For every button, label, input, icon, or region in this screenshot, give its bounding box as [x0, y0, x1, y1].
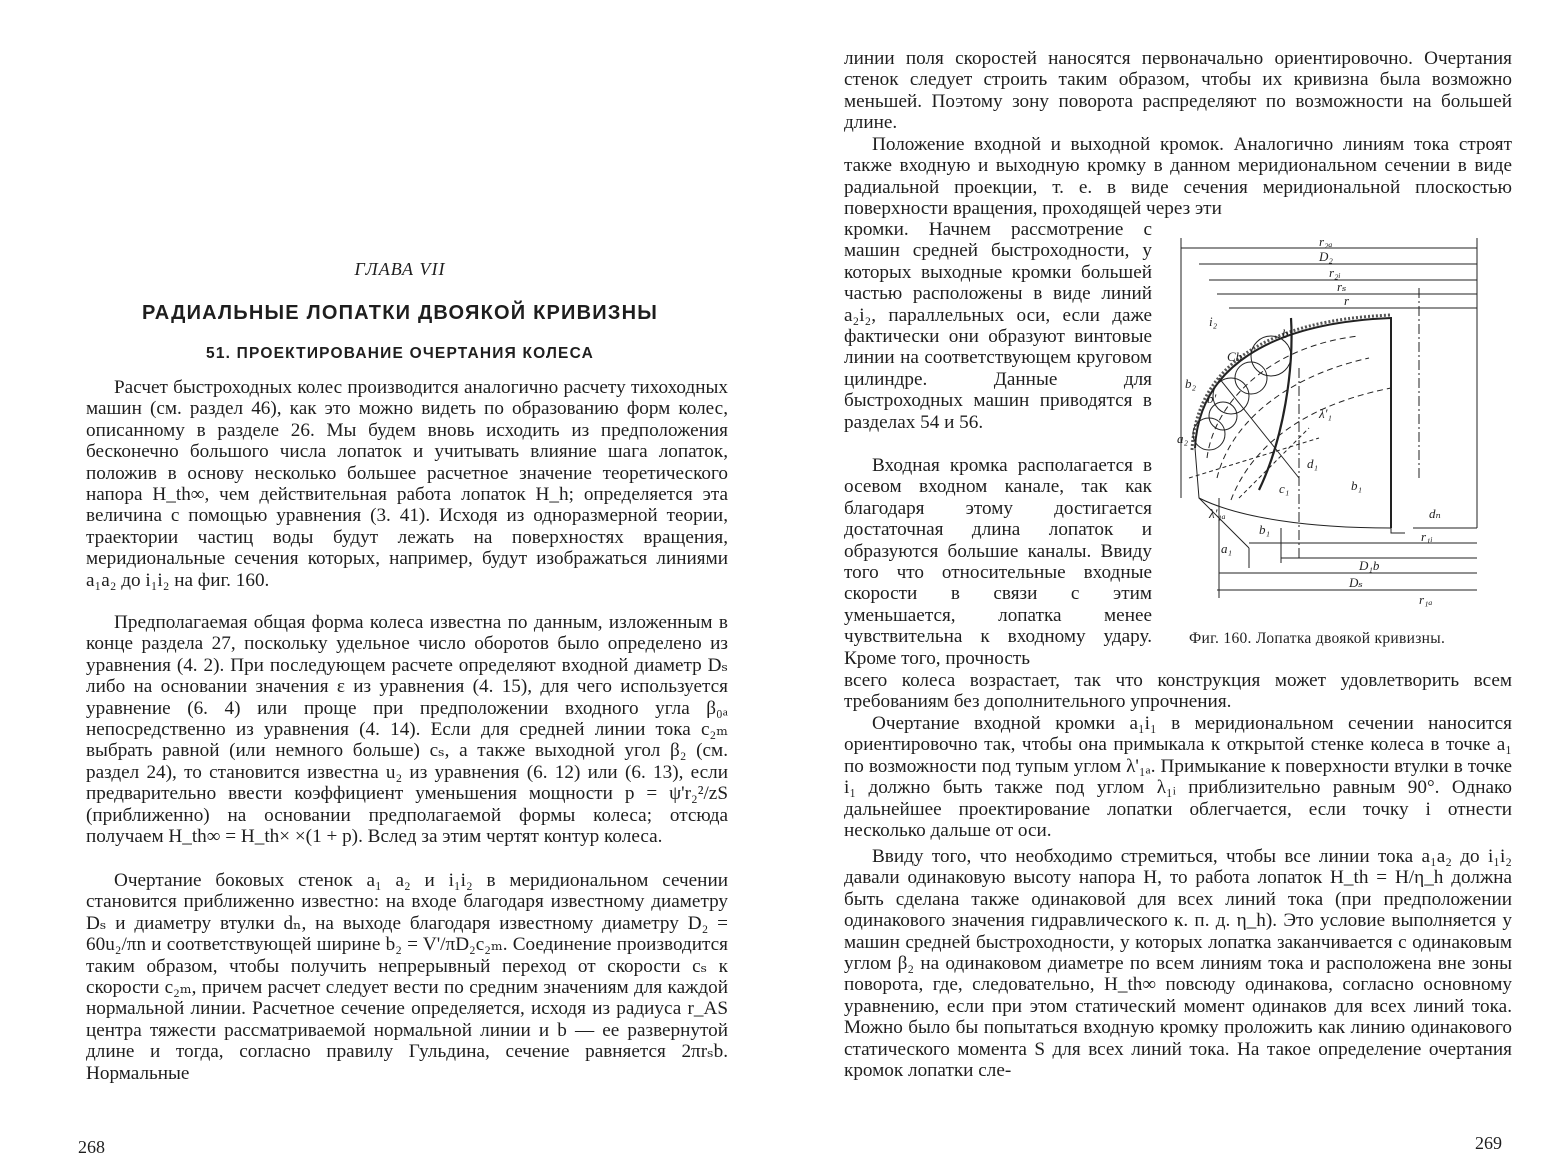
label-Ds: Dₛ — [1349, 575, 1363, 590]
left-paragraph-3: Очертание боковых стенок a₁ a₂ и i₁i₂ в меридиональном сечении становится приближенно известно: на входе благодаря известному диаметру Dₛ и диаметру втулки dₙ, на выходе благодаря известному диаметру D₂ = 60u₂/πn и соответствующей ширине b₂ = V'/πD₂c₂ₘ. Соединение производится таким образом, чтобы получить непрерывный переход от скорости cₛ к скорости c₂ₘ, причем расчет следует вести по средним значениям для каждой нормальной линии. Расчетное сечение определяется, исходя из радиуса r_AS центра тяжести рассматриваемой нормальной линии и b — ее развернутой длине и тогда, согласно правилу Гульдина, сечение равняется 2πrₛb. Нормальные — [86, 870, 728, 1084]
label-d1: d₁ — [1307, 456, 1319, 471]
label-a2: a₂ — [1177, 431, 1189, 446]
right-paragraph-1: линии поля скоростей наносятся первоначально ориентировочно. Очертания стенок следует строить таким образом, чтобы их кривизна была возможно меньшей. Поэтому зону поворота распределяют по возможности на большей длине. — [844, 48, 1512, 134]
label-i2: i₂ — [1209, 314, 1218, 329]
right-paragraph-3: всего колеса возрастает, так что конструкция может удовлетворить всем требованиям без дополнительного упрочнения. — [844, 670, 1512, 713]
section-heading: 51. ПРОЕКТИРОВАНИЕ ОЧЕРТАНИЯ КОЛЕСА — [206, 345, 594, 362]
chapter-label: ГЛАВА VII — [354, 259, 446, 279]
label-r1i: r₁ᵢ — [1421, 529, 1433, 544]
figure-caption: Фиг. 160. Лопатка двоякой кривизны. — [1189, 630, 1446, 647]
label-b-prime: b' — [1207, 391, 1217, 406]
label-rs: rₛ — [1337, 279, 1347, 294]
left-page — [0, 0, 781, 1170]
label-c1: c₁ — [1279, 481, 1290, 496]
label-lambda1a: λ'₁ₐ — [1209, 506, 1226, 521]
label-lambda1: λ'₁ — [1319, 406, 1332, 421]
right-paragraph-2: Положение входной и выходной кромок. Аналогично линиям тока строят также входную и выходную кромку в данном меридиональном сечении в виде радиальной проекции, т. е. в виде сечения меридиональной плоскостью поверхности вращения, проходящей через эти — [844, 134, 1512, 220]
page-number-right: 269 — [1475, 1133, 1502, 1153]
right-paragraph-5: Ввиду того, что необходимо стремиться, чтобы все линии тока a₁a₂ до i₁i₂ давали одинаковую высоту напора H, то работа лопаток H_th = H/η_h должна быть сделана также одинаковой для всех линий тока (при предположении одинакового значения гидравлического к. п. д. η_h). Это условие выполняется у машин средней быстроходности, у которых лопатка заканчивается с одинаковым углом β₂ на одинаковом диаметре по всем линиям тока и расположена вне зоны поворота, где, следовательно, H_th∞ повсюду одинакова, согласно основному уравнению, если при этом статический момент одинаков для всех линий тока. Можно было бы попытаться входную кромку проложить как линию одинакового статического момента S для всех линий тока. На такое определение очертания кромок лопатки сле- — [844, 846, 1512, 1082]
page-number-left: 268 — [78, 1137, 105, 1157]
label-a1: a₁ — [1221, 541, 1233, 556]
label-b1-low: b₁ — [1259, 522, 1271, 537]
right-wrap-paragraph-1: кромки. Начнем рассмотрение с машин средней быстроходности, у которых выходные кромки большей частью расположены в виде линий a₂i₂, параллельных оси, если даже фактически они образуют винтовые линии на соответствующем круговом цилиндре. Данные для быстроходных машин приводятся в разделах 54 и 56. — [844, 219, 1152, 433]
label-b1: b₁ — [1351, 478, 1363, 493]
label-D1b: D₁b — [1359, 558, 1380, 573]
label-dn: dₙ — [1429, 506, 1441, 521]
label-b2: b₂ — [1185, 376, 1197, 391]
right-page — [781, 0, 1563, 1170]
left-paragraph-2: Предполагаемая общая форма колеса известна по данным, изложенным в конце раздела 27, поскольку удельное число оборотов было определено из уравнения (4. 2). При последующем расчете определяют входной диаметр Dₛ либо на основании значения ε из уравнения (4. 15), для чего используется уравнение (6. 4) или проще при предположении входного угла β₀ₐ непосредственно из уравнения (4. 14). Если для средней линии тока c₂ₘ выбрать равной (или немного больше) cₛ, а также выходной угол β₂ (см. раздел 24), то становится известна u₂ из уравнения (6. 12) или (6. 13), если предварительно ввести коэффициент уменьшения мощности p = ψ'r₂²/zS (приближенно) на основании предполагаемой формы колеса; отсюда получаем H_th∞ = H_th× ×(1 + p). Вслед за этим чертят контур колеса. — [86, 612, 728, 848]
label-r2a: r₂ₐ — [1319, 234, 1333, 249]
left-paragraph-1: Расчет быстроходных колес производится аналогично расчету тихоходных машин (см. раздел 46), как это можно видеть по образованию форм колес, описанному в разделе 26. Мы будем вновь исходить из предположения бесконечно большого числа лопаток и учитывать влияние шага лопаток, положив в основу несколько большее расчетное значение теоретического напора H_th∞, чем действительная работа лопаток H_h; определяется эта величина с помощью уравнения (3. 41). Исходя из одноразмерной теории, траектории частиц воды будут лежать на поверхностях вращения, меридиональные сечения которых, например, будут изображаться линиями a₁a₂ до i₁i₂ на фиг. 160. — [86, 377, 728, 591]
label-r1a: r₁ₐ — [1419, 592, 1433, 607]
label-D2: D₂ — [1319, 249, 1333, 264]
chapter-title: РАДИАЛЬНЫЕ ЛОПАТКИ ДВОЯКОЙ КРИВИЗНЫ — [141, 302, 659, 324]
label-b: b — [1282, 326, 1289, 341]
figure-160-blade-drawing — [1159, 228, 1505, 618]
right-paragraph-4: Очертание входной кромки a₁i₁ в меридиональном сечении наносится ориентировочно так, чтобы она примыкала к открытой стенке колеса в точке a₁ по возможности под тупым углом λ'₁ₐ. Примыкание к поверхности втулки в точке i₁ должно быть также под углом λ₁ᵢ приблизительно равным 90°. Однако дальнейшее проектирование лопатки облегчается, если точку i отнести несколько дальше от оси. — [844, 713, 1512, 842]
label-Cb: Cb — [1227, 349, 1243, 364]
label-r: r — [1344, 293, 1350, 308]
label-r2i: r₂ᵢ — [1329, 265, 1341, 280]
right-wrap-paragraph-2: Входная кромка располагается в осевом входном канале, так как благодаря этому достигается достаточная длина лопаток и образуются большие каналы. Ввиду того что относительные входные скорости в связи с этим уменьшается, лопатка менее чувствительна к входному удару. Кроме того, прочность — [844, 455, 1152, 669]
